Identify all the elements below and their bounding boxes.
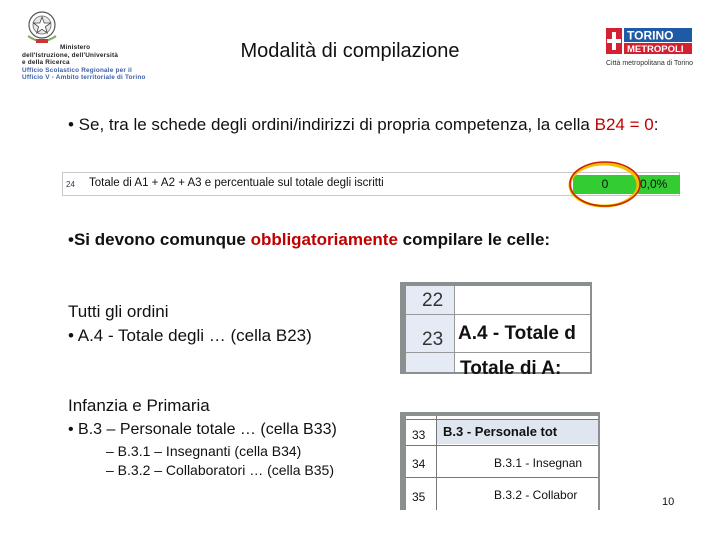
cell-label: A.4 - Totale d <box>458 323 576 344</box>
section-a-item: • A.4 - Totale degli … (cella B23) <box>68 326 312 345</box>
ministry-sub-line: Ufficio V - Ambito territoriale di Torino <box>22 74 146 82</box>
section-a-heading: Tutti gli ordini <box>68 302 169 321</box>
ministry-line: e della Ricerca <box>22 59 70 67</box>
percent-cell: 0,0% <box>640 177 668 191</box>
row-number: 24 <box>66 180 75 189</box>
torino-logo-line1: TORINO <box>627 28 674 43</box>
row-description: Totale di A1 + A2 + A3 e percentuale sul totale degli iscritti <box>89 177 384 189</box>
cell-label: B.3.1 - Insegnan <box>494 456 583 470</box>
section-b-item: • B.3 – Personale totale … (cella B33) <box>68 421 337 438</box>
torino-logo-line2: METROPOLI <box>627 44 684 55</box>
cell-label: B.3.2 - Collabor <box>494 488 578 502</box>
intro-paragraph <box>68 115 668 134</box>
slide-title: Modalità di compilazione <box>240 40 460 62</box>
spreadsheet-snapshot-a <box>400 282 592 374</box>
row-number: 35 <box>412 490 426 504</box>
torino-subtitle: Città metropolitana di Torino <box>606 60 694 67</box>
ministry-line: Ministero <box>60 44 91 51</box>
page-number: 10 <box>662 496 675 508</box>
mandatory-highlight: obbligatoriamente <box>250 230 398 249</box>
mandatory-text: •Si devono comunque <box>68 230 251 249</box>
cell-label: Totale di A: <box>460 358 562 374</box>
ministry-text <box>22 44 146 82</box>
republic-emblem-icon <box>22 6 62 48</box>
highlight-circle <box>566 160 644 210</box>
cell-reference: B24 = 0 <box>594 115 654 134</box>
row-number: 34 <box>412 457 426 471</box>
mandatory-paragraph <box>68 230 688 250</box>
intro-colon: : <box>653 115 659 134</box>
grid-line <box>406 314 590 315</box>
grid-line <box>406 477 598 478</box>
row-number: 22 <box>422 290 444 311</box>
grid-line <box>406 352 590 353</box>
spreadsheet-snapshot-b <box>400 412 600 510</box>
cell-label: B.3 - Personale tot <box>443 424 558 439</box>
row-number: 23 <box>422 329 444 350</box>
section-b-heading: Infanzia e Primaria <box>68 396 210 415</box>
ministry-sub-line: Ufficio Scolastico Regionale per il <box>22 66 132 74</box>
bullet: • <box>68 115 74 134</box>
grid-line <box>406 445 598 446</box>
section-b-subitem: – B.3.1 – Insegnanti (cella B34) <box>106 443 302 459</box>
grid-line <box>406 419 598 420</box>
intro-text: Se, tra le schede degli ordini/indirizzi di propria competenza, la cella <box>73 115 595 134</box>
row-number: 33 <box>412 428 426 442</box>
section-b-subitem: – B.3.2 – Collaboratori … (cella B35) <box>106 462 334 478</box>
ministry-line: dell'Istruzione, dell'Università <box>22 51 119 59</box>
mandatory-text-end: compilare le celle: <box>397 230 551 249</box>
value-cell: 0 <box>601 177 609 191</box>
